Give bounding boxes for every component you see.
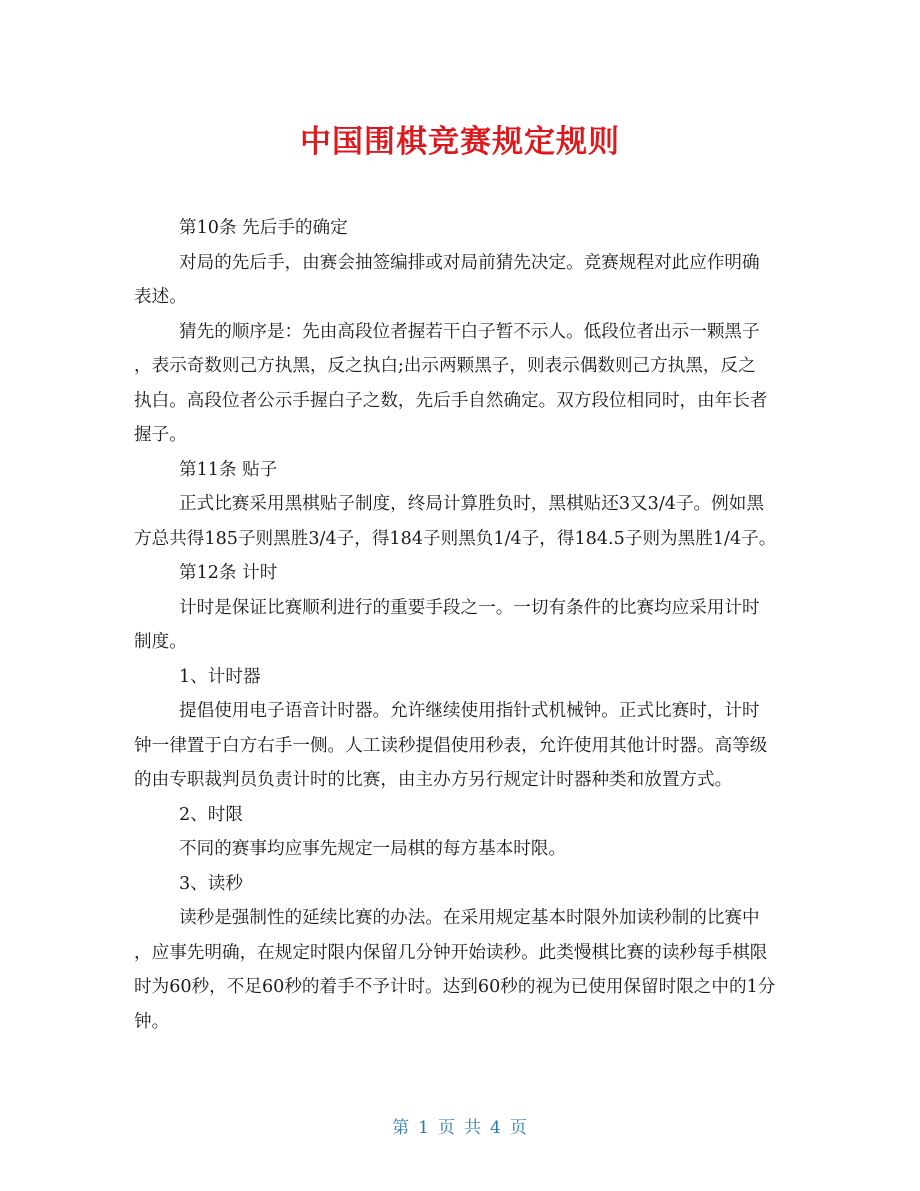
paragraph-line: 不同的赛事均应事先规定一局棋的每方基本时限。 bbox=[179, 839, 567, 859]
paragraph-line: 表述。 bbox=[134, 287, 187, 307]
paragraph-line: 提倡使用电子语音计时器。允许继续使用指针式机械钟。正式比赛时，计时 bbox=[179, 701, 760, 721]
paragraph-line: 钟一律置于白方右手一侧。人工读秒提倡使用秒表，允许使用其他计时器。高等级 bbox=[134, 735, 768, 756]
paragraph-line: ，应事先明确，在规定时限内保留几分钟开始读秒。此类慢棋比赛的读秒每手棋限 bbox=[134, 942, 768, 963]
paragraph-line: 钟。 bbox=[134, 1011, 170, 1032]
article-11-heading: 第11条 贴子 bbox=[179, 459, 278, 480]
document-title: 中国围棋竞赛规定规则 bbox=[300, 124, 620, 160]
paragraph-line: 制度。 bbox=[134, 632, 187, 652]
footer-gong: 共 bbox=[464, 1118, 482, 1138]
paragraph-line: 读秒是强制性的延续比赛的办法。在采用规定基本时限外加读秒制的比赛中 bbox=[179, 908, 760, 928]
article-12-heading: 第12条 计时 bbox=[179, 563, 278, 583]
paragraph-line: 方总共得185子则黑胜3/4子，得184子则黑负1/4子，得184.5子则为黑胜1/4子。 bbox=[134, 528, 777, 549]
subsection-heading-timer: 1、计时器 bbox=[179, 666, 261, 687]
page-number: 1 bbox=[418, 1118, 430, 1138]
document-body bbox=[134, 211, 788, 1039]
subsection-heading-byoyomi: 3、读秒 bbox=[179, 873, 243, 894]
paragraph-line: 计时是保证比赛顺利进行的重要手段之一。一切有条件的比赛均应采用计时 bbox=[179, 597, 760, 618]
paragraph-line: 握子。 bbox=[134, 425, 187, 445]
footer-ye2: 页 bbox=[509, 1118, 528, 1138]
paragraph-line: 执白。高段位者公示手握白子之数，先后手自然确定。双方段位相同时，由年长者 bbox=[134, 390, 768, 411]
article-10-heading: 第10条 先后手的确定 bbox=[179, 218, 348, 238]
footer-di: 第 bbox=[392, 1118, 411, 1138]
paragraph-line: 的由专职裁判员负责计时的比赛，由主办方另行规定计时器种类和放置方式。 bbox=[134, 770, 733, 790]
paragraph-line: ，表示奇数则己方执黑，反之执白;出示两颗黑子，则表示偶数则己方执黑，反之 bbox=[134, 356, 756, 376]
subsection-heading-time-limit: 2、时限 bbox=[179, 804, 243, 825]
paragraph-line: 时为60秒，不足60秒的着手不予计时。达到60秒的视为已使用保留时限之中的1分 bbox=[134, 977, 776, 997]
total-pages: 4 bbox=[490, 1118, 502, 1138]
paragraph-line: 对局的先后手，由赛会抽签编排或对局前猜先决定。竞赛规程对此应作明确 bbox=[179, 252, 760, 273]
page-footer bbox=[0, 1113, 920, 1138]
paragraph-line: 猜先的顺序是：先由高段位者握若干白子暂不示人。低段位者出示一颗黑子 bbox=[179, 321, 760, 342]
paragraph-line: 正式比赛采用黑棋贴子制度，终局计算胜负时，黑棋贴还3又3/4子。例如黑 bbox=[179, 494, 764, 514]
footer-ye: 页 bbox=[438, 1118, 456, 1138]
